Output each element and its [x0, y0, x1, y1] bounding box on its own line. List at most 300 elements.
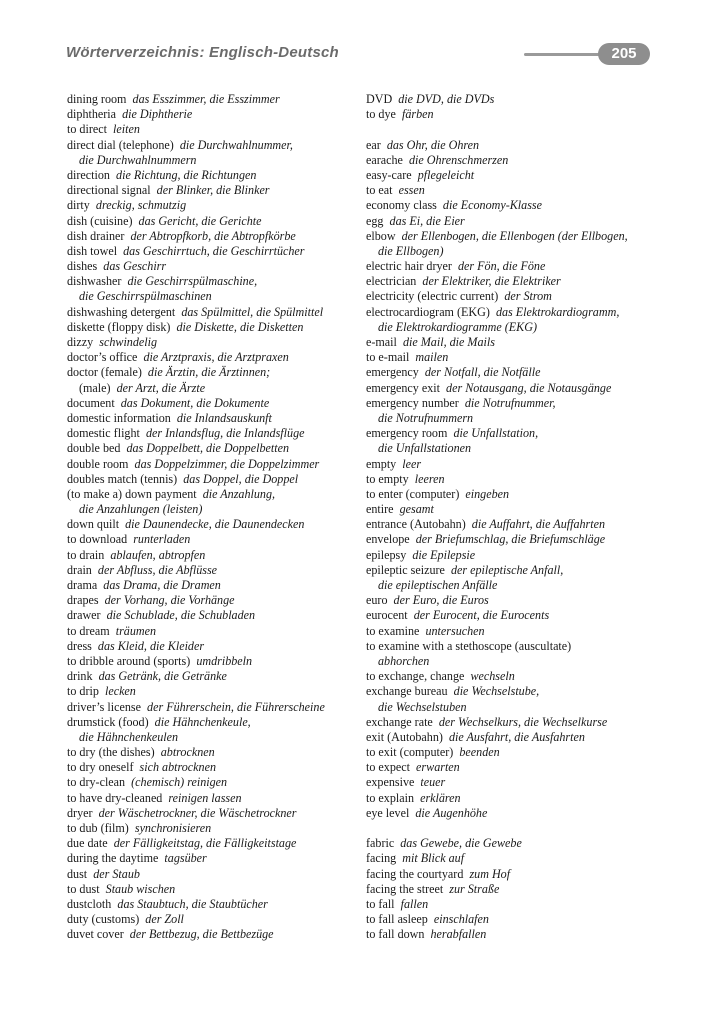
entry-german: der Staub — [93, 866, 140, 881]
dictionary-entry — [67, 502, 367, 517]
entry-german: zum Hof — [469, 866, 511, 881]
entry-german: zur Straße — [449, 881, 500, 896]
entry-german: die Inlandsauskunft — [176, 410, 272, 425]
dictionary-entry — [67, 897, 367, 912]
dictionary-entry — [366, 214, 666, 229]
dictionary-entry — [67, 441, 367, 456]
entry-english: dizzy — [67, 335, 94, 349]
entry-german: das Kleid, die Kleider — [97, 638, 205, 653]
entry-english: direction — [67, 167, 110, 182]
page-number-badge: 205 — [598, 43, 650, 65]
dictionary-entry — [67, 578, 367, 593]
entry-english: to drip — [67, 684, 99, 699]
dictionary-entry — [366, 715, 666, 730]
entry-english: document — [67, 395, 115, 410]
entry-german: die Daunendecke, die Daunendecken — [125, 517, 305, 532]
dictionary-entry — [67, 608, 367, 623]
entry-german: eingeben — [465, 486, 510, 501]
entry-english: epileptic seizure — [366, 562, 445, 577]
section-gap — [366, 821, 666, 836]
dictionary-entry — [366, 168, 666, 183]
entry-english: domestic flight — [67, 426, 140, 441]
entry-german: der Ellenbogen, die Ellenbogen (der Ellbogen, — [401, 228, 628, 243]
entry-english: exchange bureau — [366, 684, 448, 699]
entry-german: der Strom — [504, 289, 552, 304]
entry-english: to dust — [67, 881, 100, 896]
entry-english: dustcloth — [67, 896, 112, 911]
entry-english: to e-mail — [366, 350, 410, 365]
dictionary-entry — [67, 669, 367, 684]
dictionary-entry — [366, 411, 666, 426]
entry-german: tagsüber — [164, 851, 207, 866]
entry-english: domestic information — [67, 410, 171, 425]
entry-german: umdribbeln — [196, 653, 253, 668]
entry-english: epilepsy — [366, 547, 407, 562]
entry-german: das Geschirr — [103, 259, 167, 274]
entry-english: dish towel — [67, 243, 118, 258]
dictionary-entry — [67, 396, 367, 411]
entry-english: dishwashing detergent — [67, 304, 176, 319]
dictionary-entry — [67, 138, 367, 153]
entry-english: exit (Autobahn) — [366, 729, 443, 744]
dictionary-entry — [67, 335, 367, 350]
dictionary-entry — [366, 289, 666, 304]
entry-english: eye level — [366, 805, 410, 820]
entry-german: die Wechselstuben — [378, 699, 467, 714]
dictionary-entry — [366, 927, 666, 942]
dictionary-entry — [67, 532, 367, 547]
entry-german: pflegeleicht — [417, 167, 475, 182]
entry-german: der Inlandsflug, die Inlandsflüge — [145, 426, 305, 441]
entry-english: driver’s license — [67, 699, 141, 714]
dictionary-entry — [67, 745, 367, 760]
entry-english: to fall asleep — [366, 912, 428, 927]
dictionary-entry — [366, 92, 666, 107]
dictionary-entry — [67, 426, 367, 441]
dictionary-entry — [67, 472, 367, 487]
dictionary-entry — [67, 487, 367, 502]
dictionary-entry — [67, 274, 367, 289]
entry-english: dining room — [67, 92, 127, 106]
entry-german: der Fön, die Föne — [458, 259, 546, 274]
entry-english: emergency — [366, 365, 419, 380]
entry-english: electrocardiogram (EKG) — [366, 304, 490, 319]
entry-english: facing the street — [366, 881, 444, 896]
entry-german: der Abtropfkorb, die Abtropfkörbe — [130, 228, 296, 243]
entry-english: euro — [366, 593, 388, 608]
entry-english: electrician — [366, 274, 417, 289]
dictionary-entry — [67, 882, 367, 897]
entry-english: drain — [67, 562, 92, 577]
entry-english: due date — [67, 836, 108, 851]
entry-german: die Notrufnummer, — [464, 395, 556, 410]
entry-english: emergency exit — [366, 380, 440, 395]
dictionary-entry — [366, 229, 666, 244]
entry-german: die Hähnchenkeulen — [79, 729, 179, 744]
entry-english: emergency room — [366, 426, 448, 441]
entry-english: dust — [67, 866, 88, 881]
entry-english: facing — [366, 851, 397, 866]
entry-german: gesamt — [399, 502, 434, 517]
dictionary-entry — [67, 229, 367, 244]
dictionary-entry — [67, 836, 367, 851]
dictionary-entry — [67, 791, 367, 806]
dictionary-entry — [366, 882, 666, 897]
dictionary-entry — [366, 457, 666, 472]
entry-german: die Mail, die Mails — [402, 335, 495, 349]
dictionary-entry — [67, 760, 367, 775]
entry-english: doctor’s office — [67, 350, 138, 365]
entry-german: die Schublade, die Schubladen — [106, 608, 256, 623]
entry-german: der Führerschein, die Führerscheine — [147, 699, 325, 714]
entry-german: das Dokument, die Dokumente — [120, 395, 270, 410]
dictionary-entry — [366, 624, 666, 639]
entry-german: die epileptischen Anfälle — [378, 578, 498, 592]
dictionary-entry — [67, 457, 367, 472]
entry-english: fabric — [366, 836, 395, 851]
entry-german: der Bettbezug, die Bettbezüge — [129, 927, 274, 942]
entry-english: ear — [366, 137, 381, 152]
entry-english: to exit (computer) — [366, 745, 454, 760]
entry-german: die Unfallstationen — [378, 441, 472, 456]
entry-german: die Notrufnummern — [378, 410, 474, 425]
dictionary-entry — [366, 365, 666, 380]
dictionary-entry — [366, 806, 666, 821]
dictionary-entry — [366, 305, 666, 320]
entry-english: economy class — [366, 198, 437, 213]
entry-english: facing the courtyard — [366, 866, 464, 881]
dictionary-entry — [67, 198, 367, 213]
dictionary-entry — [67, 593, 367, 608]
entry-english: (male) — [79, 380, 111, 395]
entry-english: to dub (film) — [67, 821, 129, 835]
entry-german: lecken — [104, 684, 136, 699]
dictionary-entry — [67, 411, 367, 426]
entry-german: das Gericht, die Gerichte — [138, 213, 262, 228]
entry-english: to dye — [366, 107, 396, 122]
entry-german: die Economy-Klasse — [442, 198, 542, 213]
entry-english: directional signal — [67, 183, 151, 198]
entry-english: DVD — [366, 92, 393, 106]
entry-german: schwindelig — [99, 335, 158, 349]
dictionary-entry — [67, 654, 367, 669]
entry-german: der Vorhang, die Vorhänge — [104, 593, 235, 608]
entry-english: to exchange, change — [366, 669, 465, 684]
entry-english: to drain — [67, 547, 105, 562]
entry-german: der Wechselkurs, die Wechselkurse — [438, 714, 608, 729]
entry-english: doubles match (tennis) — [67, 471, 178, 486]
dictionary-entry — [67, 122, 367, 137]
dictionary-entry — [67, 684, 367, 699]
dictionary-entry — [366, 836, 666, 851]
dictionary-entry — [67, 517, 367, 532]
entry-english: double room — [67, 456, 129, 471]
dictionary-entry — [67, 867, 367, 882]
entry-german: das Doppel, die Doppel — [183, 471, 299, 486]
entry-german: leer — [402, 456, 422, 471]
entry-english: to have dry-cleaned — [67, 790, 163, 805]
entry-german: der Zoll — [145, 912, 184, 927]
entry-english: drama — [67, 578, 98, 592]
entry-german: Staub wischen — [105, 881, 176, 896]
dictionary-entry — [67, 700, 367, 715]
entry-english: elbow — [366, 228, 396, 243]
entry-german: untersuchen — [425, 623, 485, 638]
entry-english: to examine — [366, 623, 420, 638]
dictionary-entry — [366, 259, 666, 274]
entry-english: to download — [67, 532, 128, 547]
entry-german: erwarten — [416, 760, 460, 775]
dictionary-entry — [67, 639, 367, 654]
entry-english: electric hair dryer — [366, 259, 452, 274]
entry-english: to enter (computer) — [366, 486, 460, 501]
entry-german: die Arztpraxis, die Arztpraxen — [143, 350, 289, 365]
dictionary-entry — [67, 183, 367, 198]
dictionary-entry — [67, 289, 367, 304]
dictionary-entry — [366, 274, 666, 289]
entry-german: das Gewebe, die Gewebe — [400, 836, 522, 851]
entry-german: das Geschirrtuch, die Geschirrtücher — [123, 243, 305, 258]
entry-german: die Wechselstube, — [453, 684, 540, 699]
entry-german: mailen — [415, 350, 449, 365]
dictionary-entry — [366, 381, 666, 396]
entry-german: das Drama, die Dramen — [103, 578, 221, 592]
dictionary-entry — [67, 806, 367, 821]
dictionary-entry — [67, 730, 367, 745]
entry-english: dish (cuisine) — [67, 213, 133, 228]
entry-german: synchronisieren — [134, 821, 212, 835]
dictionary-entry — [67, 107, 367, 122]
dictionary-entry — [67, 624, 367, 639]
entry-german: der epileptische Anfall, — [450, 562, 564, 577]
dictionary-entry — [366, 472, 666, 487]
dictionary-entry — [366, 426, 666, 441]
entry-german: die Geschirrspülmaschine, — [127, 274, 258, 289]
entry-english: dryer — [67, 805, 93, 820]
entry-german: die Anzahlung, — [202, 486, 276, 501]
dictionary-entry — [67, 715, 367, 730]
dictionary-entry — [67, 775, 367, 790]
entry-english: to dry (the dishes) — [67, 745, 155, 760]
dictionary-entry — [67, 305, 367, 320]
dictionary-entry — [366, 198, 666, 213]
dictionary-entry — [67, 548, 367, 563]
left-column — [67, 92, 367, 943]
dictionary-entry — [366, 745, 666, 760]
entry-german: (chemisch) reinigen — [131, 775, 228, 790]
entry-german: sich abtrocknen — [139, 760, 217, 775]
entry-german: färben — [401, 107, 434, 122]
entry-german: der Arzt, die Ärzte — [116, 380, 206, 395]
dictionary-entry — [366, 107, 666, 122]
dictionary-entry — [366, 502, 666, 517]
entry-english: drink — [67, 669, 93, 684]
dictionary-entry — [366, 730, 666, 745]
entry-german: die Durchwahlnummer, — [179, 137, 293, 152]
entry-german: träumen — [115, 623, 157, 638]
entry-german: runterladen — [133, 532, 191, 547]
entry-german: der Blinker, die Blinker — [156, 183, 270, 198]
entry-english: easy-care — [366, 167, 412, 182]
entry-english: duty (customs) — [67, 912, 140, 927]
entry-german: einschlafen — [433, 912, 489, 927]
entry-german: die Auffahrt, die Auffahrten — [471, 517, 606, 532]
entry-german: abhorchen — [378, 653, 430, 668]
entry-english: dishes — [67, 259, 98, 274]
dictionary-entry — [67, 350, 367, 365]
entry-german: die Unfallstation, — [453, 426, 539, 441]
dictionary-entry — [67, 821, 367, 836]
page-header-title: Wörterverzeichnis: Englisch-Deutsch — [66, 44, 339, 61]
dictionary-entry — [67, 168, 367, 183]
dictionary-entry — [67, 244, 367, 259]
dictionary-entry — [366, 791, 666, 806]
dictionary-entry — [366, 669, 666, 684]
entry-english: to fall down — [366, 927, 425, 942]
entry-german: die Epilepsie — [412, 547, 476, 562]
dictionary-entry — [366, 851, 666, 866]
dictionary-entry — [366, 608, 666, 623]
entry-english: to explain — [366, 790, 415, 805]
entry-german: der Wäschetrockner, die Wäschetrockner — [98, 805, 297, 820]
entry-german: essen — [398, 183, 425, 198]
entry-german: das Doppelbett, die Doppelbetten — [126, 441, 290, 456]
entry-german: das Esszimmer, die Esszimmer — [132, 92, 280, 106]
entry-english: eurocent — [366, 608, 408, 623]
entry-english: e-mail — [366, 335, 397, 349]
entry-english: earache — [366, 152, 403, 167]
dictionary-entry — [366, 654, 666, 669]
entry-english: to empty — [366, 471, 409, 486]
entry-english: empty — [366, 456, 397, 471]
entry-english: diphtheria — [67, 107, 117, 122]
dictionary-entry — [67, 912, 367, 927]
entry-german: die Hähnchenkeule, — [154, 714, 251, 729]
entry-english: down quilt — [67, 517, 120, 532]
entry-english: direct dial (telephone) — [67, 137, 174, 152]
dictionary-entry — [366, 867, 666, 882]
entry-german: reinigen lassen — [168, 790, 242, 805]
entry-english: dress — [67, 638, 92, 653]
dictionary-entry — [67, 381, 367, 396]
entry-german: der Euro, die Euros — [393, 593, 489, 608]
dictionary-entry — [67, 214, 367, 229]
dictionary-entry — [67, 92, 367, 107]
entry-english: exchange rate — [366, 714, 433, 729]
entry-english: dish drainer — [67, 228, 125, 243]
dictionary-entry — [366, 320, 666, 335]
entry-english: envelope — [366, 532, 410, 547]
entry-german: der Notfall, die Notfälle — [424, 365, 541, 380]
entry-english: diskette (floppy disk) — [67, 319, 171, 334]
dictionary-entry — [366, 760, 666, 775]
entry-german: leeren — [414, 471, 445, 486]
entry-english: emergency number — [366, 395, 459, 410]
entry-german: die Ellbogen) — [378, 243, 444, 258]
right-column — [366, 92, 666, 943]
entry-german: die Ohrenschmerzen — [408, 152, 509, 167]
entry-german: das Doppelzimmer, die Doppelzimmer — [134, 456, 320, 471]
entry-english: to dry-clean — [67, 775, 126, 790]
dictionary-entry — [366, 335, 666, 350]
entry-english: to fall — [366, 896, 395, 911]
dictionary-entry — [366, 700, 666, 715]
entry-german: der Notausgang, die Notausgänge — [446, 380, 612, 395]
entry-german: das Staubtuch, die Staubtücher — [117, 896, 268, 911]
entry-german: abtrocknen — [160, 745, 215, 760]
header-rule — [524, 53, 604, 56]
entry-english: drawer — [67, 608, 101, 623]
entry-german: der Briefumschlag, die Briefumschläge — [415, 532, 606, 547]
dictionary-entry — [366, 396, 666, 411]
entry-english: entire — [366, 502, 394, 517]
entry-german: die Geschirrspülmaschinen — [79, 289, 212, 304]
entry-german: die Diskette, die Disketten — [176, 319, 304, 334]
dictionary-entry — [366, 912, 666, 927]
dictionary-entry — [67, 851, 367, 866]
entry-german: beenden — [459, 745, 500, 760]
entry-german: erklären — [420, 790, 461, 805]
entry-german: fallen — [400, 896, 429, 911]
dictionary-entry — [366, 441, 666, 456]
entry-english: to dry oneself — [67, 760, 134, 775]
dictionary-entry — [366, 532, 666, 547]
entry-english: entrance (Autobahn) — [366, 517, 466, 532]
entry-german: teuer — [420, 775, 446, 790]
entry-german: ablaufen, abtropfen — [110, 547, 206, 562]
dictionary-entry — [366, 578, 666, 593]
dictionary-entry — [366, 775, 666, 790]
entry-german: die Durchwahlnummern — [79, 152, 197, 167]
entry-english: dirty — [67, 198, 90, 213]
entry-german: mit Blick auf — [402, 851, 465, 866]
dictionary-entry — [67, 563, 367, 578]
dictionary-entry — [366, 153, 666, 168]
entry-german: wechseln — [470, 669, 515, 684]
entry-english: duvet cover — [67, 927, 124, 942]
entry-english: (to make a) down payment — [67, 486, 197, 501]
entry-english: doctor (female) — [67, 365, 142, 380]
dictionary-entry — [67, 259, 367, 274]
dictionary-entry — [67, 320, 367, 335]
entry-english: to dream — [67, 623, 110, 638]
entry-english: drumstick (food) — [67, 714, 149, 729]
entry-english: to expect — [366, 760, 410, 775]
entry-german: die Diphtherie — [122, 107, 193, 122]
entry-german: der Abfluss, die Abflüsse — [97, 562, 218, 577]
dictionary-entry — [366, 350, 666, 365]
dictionary-entry — [366, 593, 666, 608]
dictionary-entry — [366, 183, 666, 198]
dictionary-entry — [67, 153, 367, 168]
entry-german: der Fälligkeitstag, die Fälligkeitstage — [113, 836, 297, 851]
entry-english: dishwasher — [67, 274, 122, 289]
dictionary-entry — [366, 563, 666, 578]
entry-english: to examine with a stethoscope (auscultate) — [366, 638, 572, 653]
dictionary-entry — [366, 487, 666, 502]
entry-german: das Getränk, die Getränke — [98, 669, 227, 684]
entry-german: die Ärztin, die Ärztinnen; — [147, 365, 271, 380]
dictionary-entry — [366, 517, 666, 532]
entry-german: das Elektrokardiogramm, — [495, 304, 620, 319]
entry-german: die DVD, die DVDs — [398, 92, 495, 106]
entry-german: herabfallen — [430, 927, 487, 942]
dictionary-entry — [366, 138, 666, 153]
entry-german: der Elektriker, die Elektriker — [422, 274, 561, 289]
entry-german: leiten — [113, 122, 140, 137]
entry-german: dreckig, schmutzig — [95, 198, 187, 213]
entry-english: double bed — [67, 441, 121, 456]
